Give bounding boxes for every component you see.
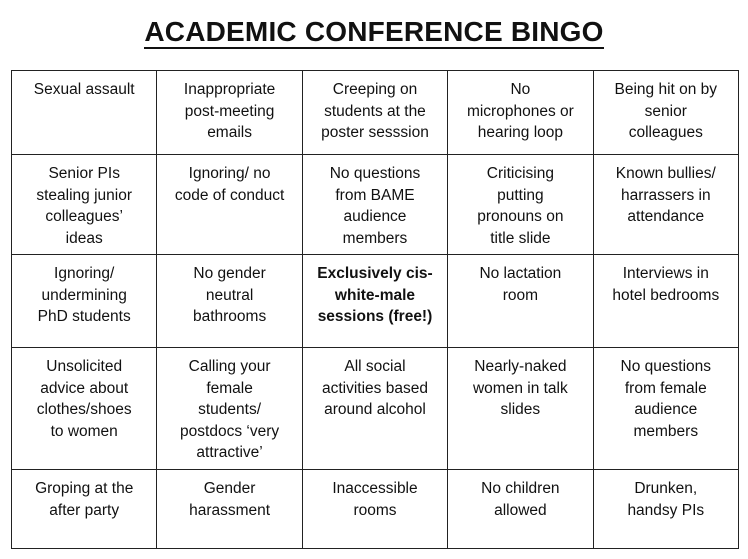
- bingo-cell-text: Inaccessible rooms: [332, 480, 418, 519]
- bingo-cell-text: Interviews in hotel bedrooms: [612, 265, 720, 304]
- bingo-cell-text: Known bullies/ harrassers in attendance: [615, 165, 716, 225]
- bingo-cell-text: No microphones or hearing loop: [466, 81, 574, 141]
- bingo-cell: [12, 255, 157, 348]
- bingo-cell: [302, 71, 447, 155]
- bingo-cell: [157, 348, 302, 470]
- bingo-cell: [157, 155, 302, 255]
- bingo-cell-text: Nearly-naked women in talk slides: [472, 358, 568, 418]
- bingo-cell-text: Inappropriate post-meeting emails: [183, 81, 276, 141]
- bingo-cell: [302, 470, 447, 549]
- bingo-cell-text: Being hit on by senior colleagues: [614, 81, 718, 141]
- bingo-cell: [448, 470, 593, 549]
- bingo-cell-text: Senior PIs stealing junior colleagues’ ideas: [36, 165, 133, 247]
- bingo-cell: [302, 155, 447, 255]
- bingo-cell: [157, 71, 302, 155]
- bingo-cell-text: Criticising putting pronouns on title slide: [477, 165, 564, 247]
- bingo-cell: [593, 470, 738, 549]
- bingo-cell-text: Sexual assault: [33, 81, 135, 98]
- bingo-cell: [302, 348, 447, 470]
- bingo-cell: [157, 470, 302, 549]
- bingo-cell: [593, 348, 738, 470]
- bingo-cell: [12, 155, 157, 255]
- bingo-cell-text: No gender neutral bathrooms: [192, 265, 267, 325]
- bingo-cell-text: No children allowed: [481, 480, 560, 519]
- bingo-row: [12, 155, 739, 255]
- bingo-cell: [448, 255, 593, 348]
- free-space-text: Exclusively cis- white-male sessions (free!): [317, 265, 433, 325]
- bingo-cell: [12, 71, 157, 155]
- bingo-cell: [157, 255, 302, 348]
- bingo-cell: [593, 255, 738, 348]
- bingo-cell-text: Drunken, handsy PIs: [627, 480, 705, 519]
- bingo-cell-text: No lactation room: [479, 265, 562, 304]
- free-space-cell: [302, 255, 447, 348]
- page-title: [0, 14, 748, 50]
- title-text: ACADEMIC CONFERENCE BINGO: [144, 16, 604, 47]
- bingo-cell-text: Groping at the after party: [35, 480, 134, 519]
- bingo-cell: [448, 348, 593, 470]
- bingo-cell-text: Calling your female students/ postdocs ‘very attractive’: [180, 358, 280, 461]
- bingo-cell: [593, 71, 738, 155]
- bingo-cell: [12, 470, 157, 549]
- bingo-cell: [448, 71, 593, 155]
- bingo-cell-text: Creeping on students at the poster sesssion: [321, 81, 429, 141]
- bingo-cell-text: Unsolicited advice about clothes/shoes to women: [36, 358, 132, 440]
- bingo-cell: [12, 348, 157, 470]
- bingo-cell: [448, 155, 593, 255]
- bingo-cell-text: Gender harassment: [189, 480, 271, 519]
- bingo-cell-text: No questions from female audience members: [620, 358, 712, 440]
- bingo-cell-text: No questions from BAME audience members: [329, 165, 421, 247]
- bingo-cell-text: Ignoring/ undermining PhD students: [37, 265, 131, 325]
- bingo-grid: [11, 70, 739, 549]
- bingo-cell-text: Ignoring/ no code of conduct: [174, 165, 285, 204]
- bingo-row: [12, 348, 739, 470]
- bingo-cell: [593, 155, 738, 255]
- bingo-row: [12, 470, 739, 549]
- bingo-row: [12, 71, 739, 155]
- bingo-cell-text: All social activities based around alcohol: [321, 358, 428, 418]
- bingo-row: [12, 255, 739, 348]
